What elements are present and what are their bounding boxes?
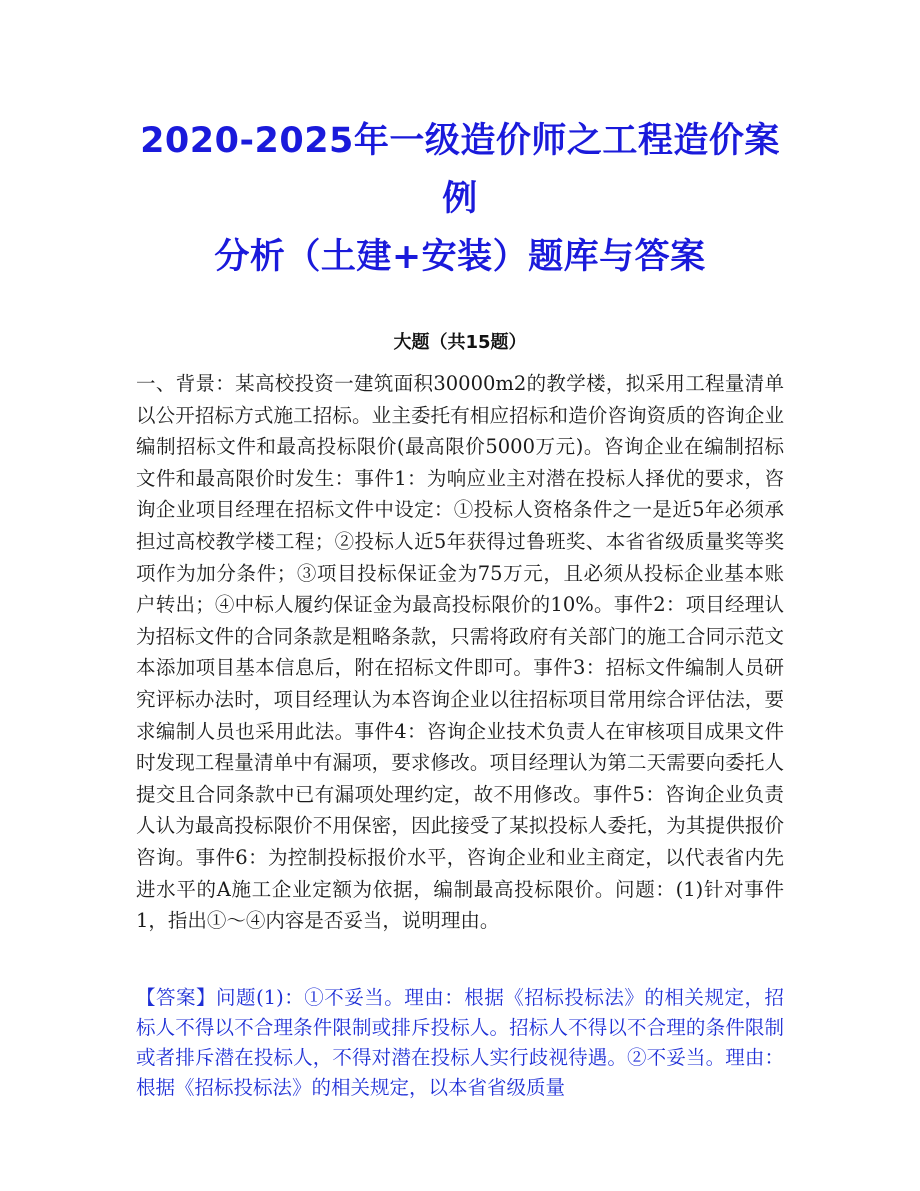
answer-paragraph: [136, 983, 784, 1103]
document-title-line-1: 2020-2025年一级造价师之工程造价案例: [140, 121, 780, 219]
document-title: [136, 112, 784, 286]
document-title-line-2: 分析（土建+安装）题库与答案: [214, 237, 706, 277]
section-heading: 大题（共15题）: [393, 332, 527, 353]
answer-label: 【答案】: [136, 985, 217, 1009]
answer-text: 问题(1)：①不妥当。理由：根据《招标投标法》的相关规定，招标人不得以不合理条件限制或排斥投标人。招标人不得以不合理的条件限制或者排斥潜在投标人，不得对潜在投标人实行歧视待遇。②不妥当。理由：根据《招标投标法》的相关规定，以本省省级质量: [136, 985, 784, 1099]
question-paragraph: 一、背景：某高校投资一建筑面积30000m2的教学楼，拟采用工程量清单以公开招标方式施工招标。业主委托有相应招标和造价咨询资质的咨询企业编制招标文件和最高投标限价(最高限价5000万元)。咨询企业在编制招标文件和最高限价时发生：事件1：为响应业主对潜在投标人择优的要求，咨询企业项目经理在招标文件中设定：①投标人资格条件之一是近5年必须承担过高校教学楼工程；②投标人近5年获得过鲁班奖、本省省级质量奖等奖项作为加分条件；③项目投标保证金为75万元，且必须从投标企业基本账户转出；④中标人履约保证金为最高投标限价的10%。事件2：项目经理认为招标文件的合同条款是粗略条款，只需将政府有关部门的施工合同示范文本添加项目基本信息后，附在招标文件即可。事件3：招标文件编制人员研究评标办法时，项目经理认为本咨询企业以往招标项目常用综合评估法，要求编制人员也采用此法。事件4：咨询企业技术负责人在审核项目成果文件时发现工程量清单中有漏项，要求修改。项目经理认为第二天需要向委托人提交且合同条款中已有漏项处理约定，故不用修改。事件5：咨询企业负责人认为最高投标限价不用保密，因此接受了某拟投标人委托，为其提供报价咨询。事件6：为控制投标报价水平，咨询企业和业主商定，以代表省内先进水平的A施工企业定额为依据，编制最高投标限价。问题：(1)针对事件1，指出①～④内容是否妥当，说明理由。: [136, 372, 784, 933]
